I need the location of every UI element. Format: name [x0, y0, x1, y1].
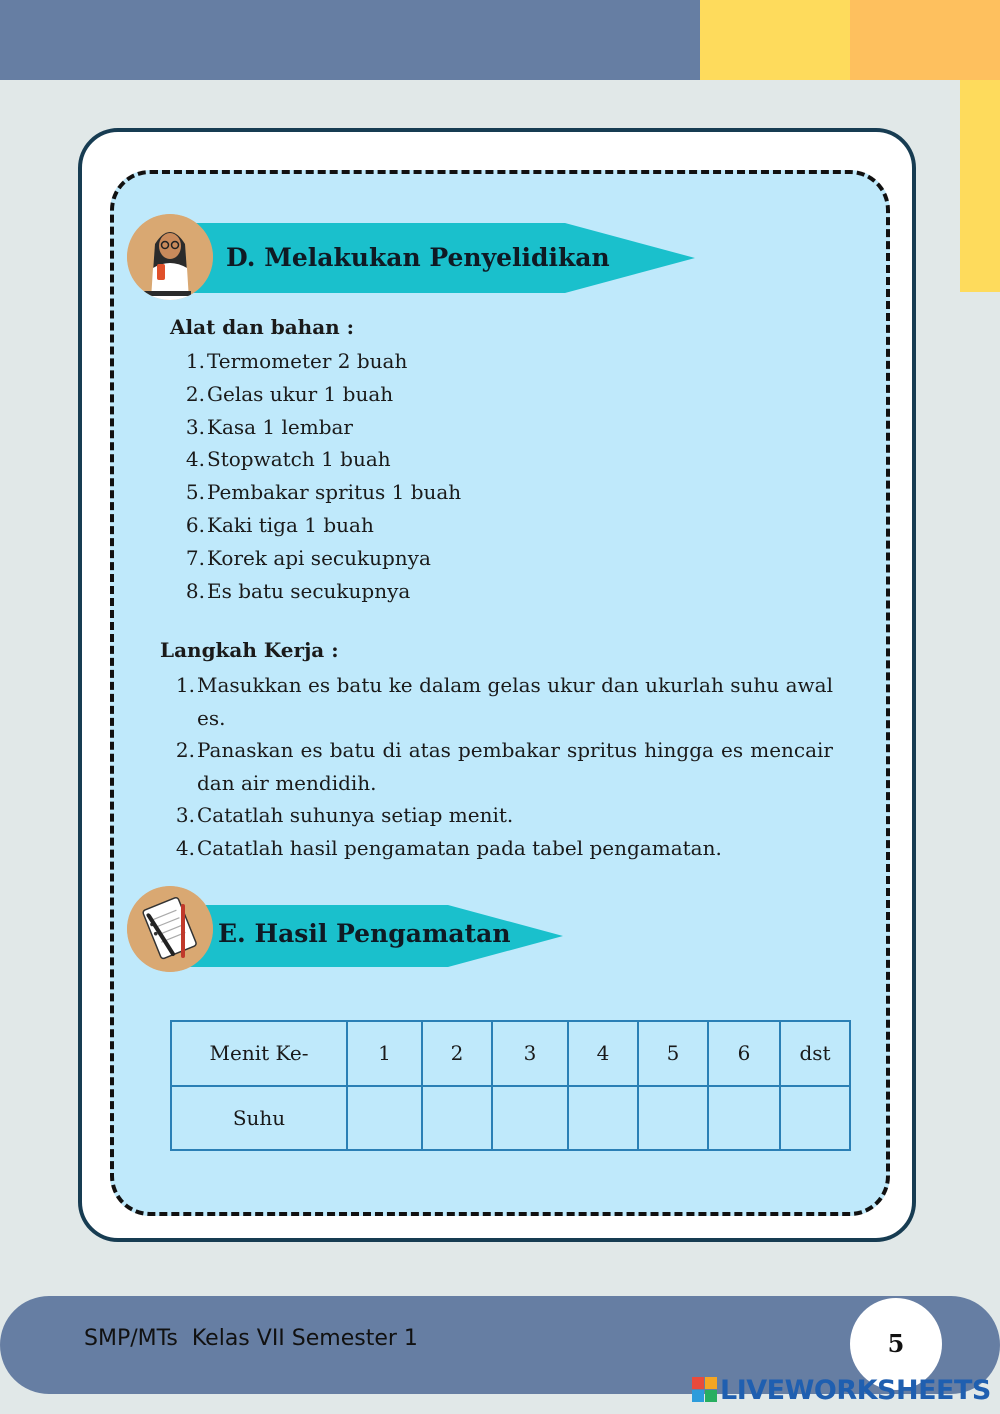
- materials-heading: Alat dan bahan :: [170, 315, 355, 339]
- list-item: 6. Kaki tiga 1 buah: [185, 512, 374, 537]
- temperature-input-cell[interactable]: [347, 1086, 422, 1151]
- observation-table: [170, 1020, 851, 1151]
- temperature-input-cell[interactable]: [780, 1086, 850, 1151]
- side-accent-yellow: [960, 80, 1000, 292]
- list-item: 7. Korek api secukupnya: [185, 545, 431, 570]
- table-header-cell: 1: [347, 1021, 422, 1086]
- section-e-banner: [180, 905, 570, 967]
- materials-list: [185, 345, 685, 607]
- list-item: 4. Catatlah hasil pengamatan pada tabel pengamatan.: [175, 835, 722, 860]
- list-item: 8. Es batu secukupnya: [185, 578, 411, 603]
- list-item: 4. Stopwatch 1 buah: [185, 447, 391, 472]
- list-item: 1. Masukkan es batu ke dalam gelas ukur dan ukurlah suhu awal es.: [175, 673, 833, 730]
- scientist-icon: [127, 214, 213, 300]
- page-number: 5: [850, 1298, 942, 1390]
- table-header-cell: 6: [708, 1021, 780, 1086]
- steps-heading: Langkah Kerja :: [160, 638, 339, 662]
- list-item: 2. Panaskan es batu di atas pembakar spritus hingga es mencair dan air mendidih.: [175, 738, 833, 795]
- footer-course-label: SMP/MTs Kelas VII Semester 1: [84, 1326, 418, 1351]
- table-header-cell: 5: [638, 1021, 708, 1086]
- liveworksheets-logo-icon: [692, 1377, 718, 1403]
- top-header-bar: [0, 0, 700, 80]
- table-row: [171, 1086, 850, 1151]
- table-header-cell: dst: [780, 1021, 850, 1086]
- list-item: 1. Termometer 2 buah: [185, 349, 408, 373]
- section-d-title: D. Melakukan Penyelidikan: [226, 243, 610, 272]
- temperature-input-cell[interactable]: [708, 1086, 780, 1151]
- table-row-label: Menit Ke-: [171, 1021, 347, 1086]
- list-item: 3. Catatlah suhunya setiap menit.: [175, 803, 514, 827]
- table-header-cell: 3: [492, 1021, 568, 1086]
- temperature-input-cell[interactable]: [638, 1086, 708, 1151]
- notebook-pencil-icon: [127, 886, 213, 972]
- list-item: 3. Kasa 1 lembar: [185, 414, 353, 439]
- section-d-banner: [180, 223, 700, 293]
- section-e-title: E. Hasil Pengamatan: [218, 919, 511, 948]
- list-item: 5. Pembakar spritus 1 buah: [185, 480, 462, 505]
- temperature-input-cell[interactable]: [422, 1086, 492, 1151]
- top-accent-yellow: [700, 0, 850, 80]
- table-row: [171, 1021, 850, 1086]
- liveworksheets-logo: [692, 1372, 991, 1408]
- list-item: 2. Gelas ukur 1 buah: [185, 381, 394, 406]
- liveworksheets-wordmark: LIVEWORKSHEETS: [720, 1374, 991, 1406]
- temperature-input-cell[interactable]: [492, 1086, 568, 1151]
- steps-list: [175, 669, 833, 864]
- table-header-cell: 2: [422, 1021, 492, 1086]
- top-accent-orange: [850, 0, 1000, 80]
- table-row-label: Suhu: [171, 1086, 347, 1151]
- temperature-input-cell[interactable]: [568, 1086, 638, 1151]
- table-header-cell: 4: [568, 1021, 638, 1086]
